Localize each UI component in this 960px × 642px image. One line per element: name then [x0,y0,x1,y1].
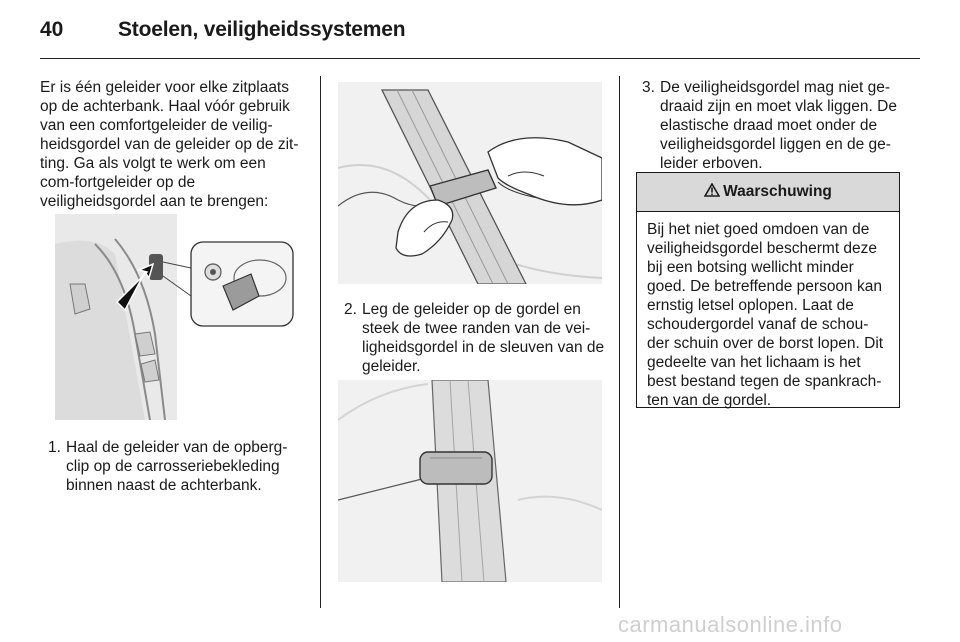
page-header [40,14,920,50]
column-divider-2 [619,76,620,608]
guide-clip-illustration [55,214,295,420]
step-3-number: 3. [642,79,655,96]
column-divider-1 [320,76,321,608]
step-3 [642,78,904,174]
warning-title: Waarschuwing [723,183,832,200]
watermark: carmanualsonline.info [618,612,843,637]
step-1 [48,438,304,498]
header-rule [40,58,920,59]
guide-on-belt-illustration [338,380,602,582]
warning-header [637,173,899,212]
step-2 [344,300,608,380]
step-1-text: Haal de geleider van de opberg-clip op de carrosseriebekleding binnen naast de achterbank. [66,439,288,494]
step-2-number: 2. [344,301,357,318]
page-title: Stoelen, veiligheidssystemen [118,18,406,41]
step-2-text: Leg de geleider op de gordel en steek de twee randen van de vei-ligheidsgordel in de sleuven van de geleider. [362,301,605,375]
warning-box [636,172,900,408]
warning-text: Bij het niet goed omdoen van de veiligheidsgordel beschermt deze bij een botsing wellicht minder goed. De betreffende persoon kan ernstig letsel oplopen. Laat de schoudergordel vanaf de schou-der schuin over de borst lopen. Dit gedeelte van het lichaam is het best bestand tegen de spankrach-ten van de gordel. [647,221,884,409]
hands-guide-illustration [338,82,602,284]
step-1-number: 1. [48,439,61,456]
page-number: 40 [40,18,64,41]
step-3-text: De veiligheidsgordel mag niet ge-draaid zijn en moet vlak liggen. De elastische draad moet onder de veiligheidsgordel liggen en de ge-leider erboven. [660,79,897,172]
warning-triangle-icon [704,183,720,202]
intro-paragraph: Er is één geleider voor elke zitplaats op de achterbank. Haal vóór gebruik van een comfortgeleider de veilig-heidsgordel van de geleider op de zit-ting. Ga als volgt te werk om een com-fortgeleider op de veiligheidsgordel aan te brengen: [40,79,299,210]
